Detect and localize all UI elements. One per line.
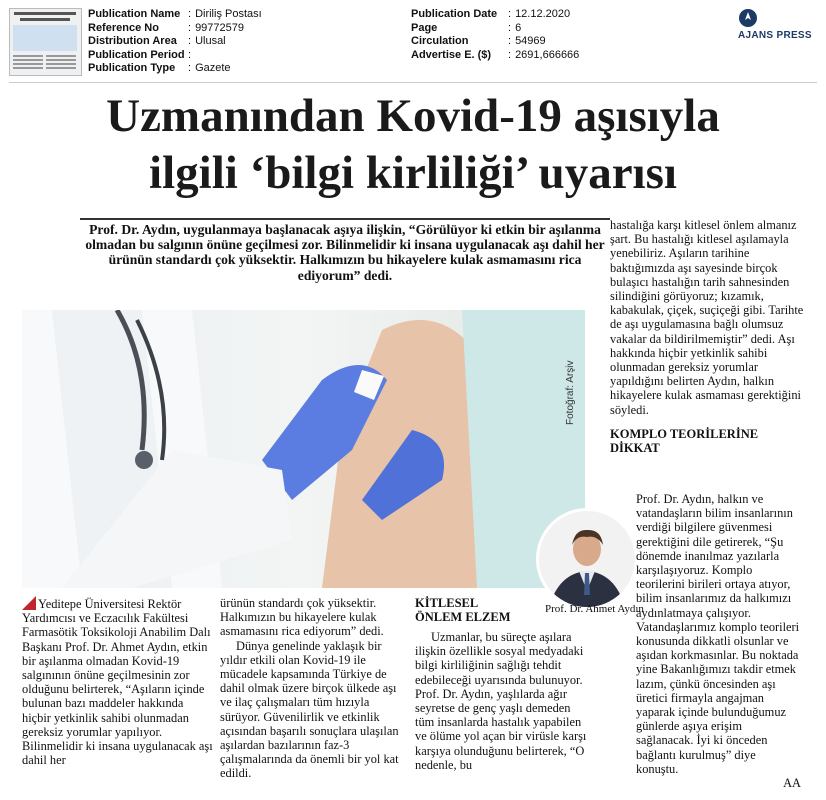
meta-row: Publication Name : Diriliş Postası: [88, 8, 262, 20]
page-thumbnail[interactable]: [9, 8, 82, 76]
vaccination-photo: [22, 310, 585, 588]
meta-row: Circulation : 54969: [411, 35, 546, 47]
ajans-press-logo-icon: [738, 8, 758, 28]
logo-text: AJANS PRESS: [738, 30, 812, 41]
article-lead: Prof. Dr. Aydın, uygulanmaya başlanacak aşıya ilişkin, “Görülüyor ki etkin bir aşılanma olmadan bu salgının önüne geçilmesi zor. Bilinmelidir ki insana uygulanacak aşı dahil her ürünün standardı çok yüksektir. Halkımızın bu hikayelere kulak asmamasını rica ediyorum” dedi.: [85, 222, 605, 283]
photo-credit: Fotoğraf: Arşiv: [565, 360, 576, 425]
section-heading-kitlesel: KİTLESEL ÖNLEM ELZEM: [415, 596, 511, 624]
portrait-caption: Prof. Dr. Ahmet Aydın: [545, 603, 644, 615]
author-portrait: [536, 508, 638, 610]
red-triangle-icon: [22, 596, 36, 610]
publication-meta-right: [411, 8, 579, 62]
article-column-3: KİTLESEL ÖNLEM ELZEM Uzmanlar, bu süreçte aşılara ilişkin özellikle sosyal medyadaki bilgi kirliliğinin sağlığı tehdit edebileceği uyarısında bulunuyor. Prof. Dr. Aydın, yaşlılarda ağır seyretse de genç yaşlı demeden tüm insanlarda hastalık yapabilen ve ölüme yol açan bir virüsle karşı karşıya olunduğunu belirterek, “O nedenle, bu: [415, 596, 587, 772]
lead-rule: [80, 218, 610, 220]
article-column-1: Yeditepe Üniversitesi Rektör Yardımcısı ve Eczacılık Fakültesi Farmasötik Toksikoloji Anabilim Dalı Başkanı Prof. Dr. Ahmet Aydın, etkin bir aşılanma olmadan Kovid-19 salgınının önüne geçilmesinin zor olduğunu belirterek, “Aşıların içinde bulunan bazı maddeler hakkında hiçbir yetkinlik sahibi olunmadan gereksiz yorumlar yapılıyor. Bilinmelidir ki insana uygulanacak aşı dahil her: [22, 597, 213, 768]
article-column-4-bottom: Prof. Dr. Aydın, halkın ve vatandaşların bilim insanlarının verdiği bilgilere güvenmesi gerektiğini dile getirerek, “Şu dönemde inanılmaz yazılarla karşılaşıyoruz. Komplo teorilerini birileri ortaya atıyor, bilim insanlarımız da halkımızı aydınlatmaya çalışıyor. Vatandaşlarımız komplo teorileri konusunda dikkatli olsunlar ve aşıdan korkmasınlar. Bu noktada yine Bakanlığımızı takdir etmek lazım, çünkü öncesinden aşı üretici firmayla angajman yaparak içinde bulunduğumuz günlerde aşıya erişim sağlanacak. İyi ki önceden bağlantı kurulmuş” diye konuştu. AA: [636, 492, 801, 791]
headline-line-1: Uzmanından Kovid-19 aşısıyla: [106, 90, 720, 142]
meta-row: Publication Date : 12.12.2020: [411, 8, 571, 20]
article-headline: [0, 88, 826, 202]
article-column-2: ürünün standardı çok yüksektir. Halkımızın bu hikayelere kulak asmamasını rica ediyorum” dedi. Dünya genelinde yaklaşık bir yıldır etkili olan Kovid-19 ile mücadele kapsamında Türkiye de dahil olmak üzere birçok ülkede aşı ve ilaç çalışmaları tüm hızıyla sürüyor. Güvenilirlik ve etkinlik açısından başarılı sonuçlara ulaşılan aşılardan bazılarının faz-3 çalışmalarında da önemli bir yol kat edildi.: [220, 596, 399, 781]
article-signature: AA: [783, 776, 801, 791]
meta-row: Distribution Area : Ulusal: [88, 35, 226, 47]
publication-header: [0, 0, 826, 82]
headline-line-2: ilgili ‘bilgi kirliliği’ uyarısı: [149, 147, 677, 199]
meta-row: Reference No : 99772579: [88, 21, 245, 34]
article-column-4-top: hastalığa karşı kitlesel önlem almanız şart. Bu hastalığı kitlesel aşılamayla yenebiliriz. Aşıların tarihine baktığımızda aşı sayesinde birçok bulaşıcı hastalığın tarih sahnesinden silindiğini görüyoruz; kızamık, kabakulak, çiçek, suçiçeği gibi. Tarihte de aşı uygulamasına bağlı olumsuz vakalar da bildirilmemiştir” dedi. Aşı hakkında hiçbir yetkinlik sahibi olunmadan gereksiz yorumlar yapıldığını belirten Aydın, halkın hikayelere kulak asmaması gerektiğini söyledi. KOMPLO TEORİLERİNE DİKKAT: [610, 218, 808, 461]
meta-row: Advertise E. ($) : 2691,666666: [411, 48, 580, 61]
ajans-press-logo: [738, 8, 818, 40]
section-heading-komplo: KOMPLO TEORİLERİNE DİKKAT: [610, 426, 759, 455]
meta-row: Page : 6: [411, 21, 522, 34]
meta-row: Publication Type : Gazete: [88, 62, 231, 74]
meta-row: Publication Period :: [88, 48, 192, 61]
publication-meta-left: [88, 8, 262, 76]
header-divider: [9, 82, 817, 83]
